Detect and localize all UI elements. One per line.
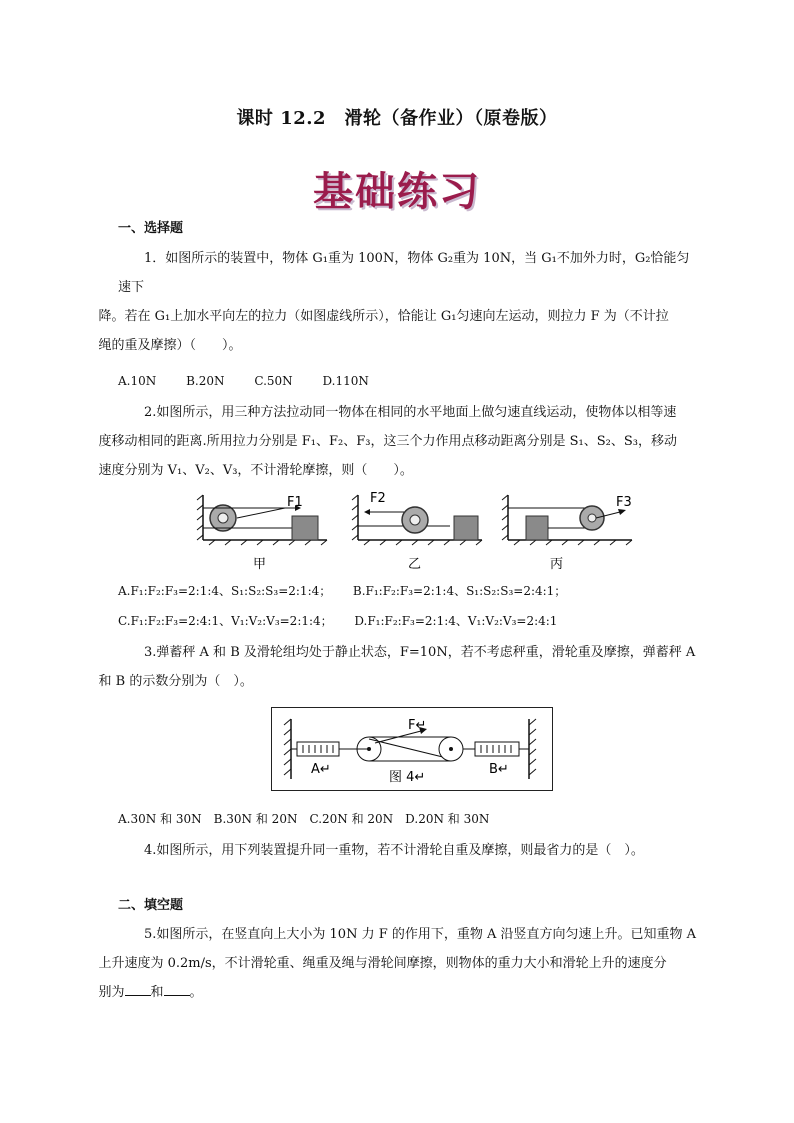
q2-options-row1 xyxy=(118,582,566,599)
q2-option-d: D.F₁:F₂:F₃=2:1:4、V₁:V₂:V₃=2:4:1 xyxy=(354,614,558,628)
answer-blank-2[interactable] xyxy=(164,981,190,996)
q2-line2: 度移动相同的距离.所用拉力分别是 F₁、F₂、F₃，这三个力作用点移动距离分别是 S₁、S₂、S₃，移动 xyxy=(98,434,677,449)
q5-line2: 上升速度为 0.2m/s，不计滑轮重、绳重及绳与滑轮间摩擦，则物体的重力大小和滑轮上升的速度分 xyxy=(98,956,667,971)
q2-option-a: A.F₁:F₂:F₃=2:1:4、S₁:S₂:S₃=2:1:4； xyxy=(118,584,332,598)
question-3 xyxy=(98,638,698,696)
q1-option-a: A.10N xyxy=(118,374,157,388)
force-label-f3: F3 xyxy=(616,495,632,510)
q1-option-b: B.20N xyxy=(186,374,225,388)
q1-line3: 绳的重及摩擦）（ ）。 xyxy=(98,338,242,353)
q5-line3-b: 和 xyxy=(150,985,164,1000)
question-2 xyxy=(98,398,698,485)
q2-line3: 速度分别为 V₁、V₂、V₃，不计滑轮摩擦，则（ ）。 xyxy=(98,463,413,478)
question-5 xyxy=(98,920,698,1007)
question-1 xyxy=(98,244,698,360)
q5-line3-a: 别为 xyxy=(98,985,125,1000)
figure-jia xyxy=(197,495,327,545)
q3-figure-caption: 图 4↵ xyxy=(389,770,426,785)
section-heading-choice: 一、选择题 xyxy=(118,221,184,236)
q1-line1: 1．如图所示的装置中，物体 G₁重为 100N，物体 G₂重为 10N，当 G₁不加外力时，G₂恰能匀速下 xyxy=(118,251,690,295)
q5-line3-c: 。 xyxy=(189,985,203,1000)
q5-line1: 5.如图所示，在竖直向上大小为 10N 力 F 的作用下，重物 A 沿竖直方向匀速上升。已知重物 A xyxy=(144,927,697,942)
q2-option-b: B.F₁:F₂:F₃=2:1:4、S₁:S₂:S₃=2:4:1； xyxy=(352,584,567,598)
answer-blank-1[interactable] xyxy=(125,981,151,996)
figure-yi xyxy=(352,491,482,545)
page-title: 课时 12.2 滑轮（备作业）（原卷版） xyxy=(236,108,558,129)
q4-line1: 4.如图所示，用下列装置提升同一重物，若不计滑轮自重及摩擦，则最省力的是（ ）。 xyxy=(144,843,644,858)
q1-line2: 降。若在 G₁上加水平向左的拉力（如图虚线所示），恰能让 G₁匀速向左运动，则拉力 F 为（不计拉 xyxy=(98,309,669,324)
question-4 xyxy=(118,836,698,865)
q3-line2: 和 B 的示数分别为（ ）。 xyxy=(98,674,253,689)
force-label-f2: F2 xyxy=(370,491,386,506)
fig-label-jia: 甲 xyxy=(253,557,267,572)
q2-line1: 2.如图所示，用三种方法拉动同一物体在相同的水平地面上做匀速直线运动，使物体以相等速 xyxy=(144,405,677,420)
figure-bing xyxy=(502,495,632,545)
q5-line3 xyxy=(98,978,698,1007)
q2-option-c: C.F₁:F₂:F₃=2:4:1、V₁:V₂:V₃=2:1:4； xyxy=(118,614,333,628)
q3-label-a: A↵ xyxy=(311,762,331,777)
section-heading-fill: 二、填空题 xyxy=(118,898,184,913)
q2-pulley-figure xyxy=(195,490,645,575)
q1-option-c: C.50N xyxy=(254,374,293,388)
q3-options: A.30N 和 30N B.30N 和 20N C.20N 和 20N D.20N 和 30N xyxy=(118,812,490,826)
q2-options-row2 xyxy=(118,612,557,629)
fig-label-yi: 乙 xyxy=(408,557,422,572)
q1-option-d: D.110N xyxy=(322,374,369,388)
q1-options xyxy=(118,374,395,388)
q3-force-label: F↵ xyxy=(408,718,427,733)
fig-label-bing: 丙 xyxy=(550,557,564,572)
q3-line1: 3.弹蓄秤 A 和 B 及滑轮组均处于静止状态，F=10N，若不考虑秤重，滑轮重及摩擦，弹蓄秤 A xyxy=(144,645,696,660)
force-label-f1: F1 xyxy=(287,495,303,510)
q3-spring-scale-figure xyxy=(271,707,553,791)
section-banner: 基础练习 xyxy=(313,169,481,215)
q3-label-b: B↵ xyxy=(489,762,509,777)
